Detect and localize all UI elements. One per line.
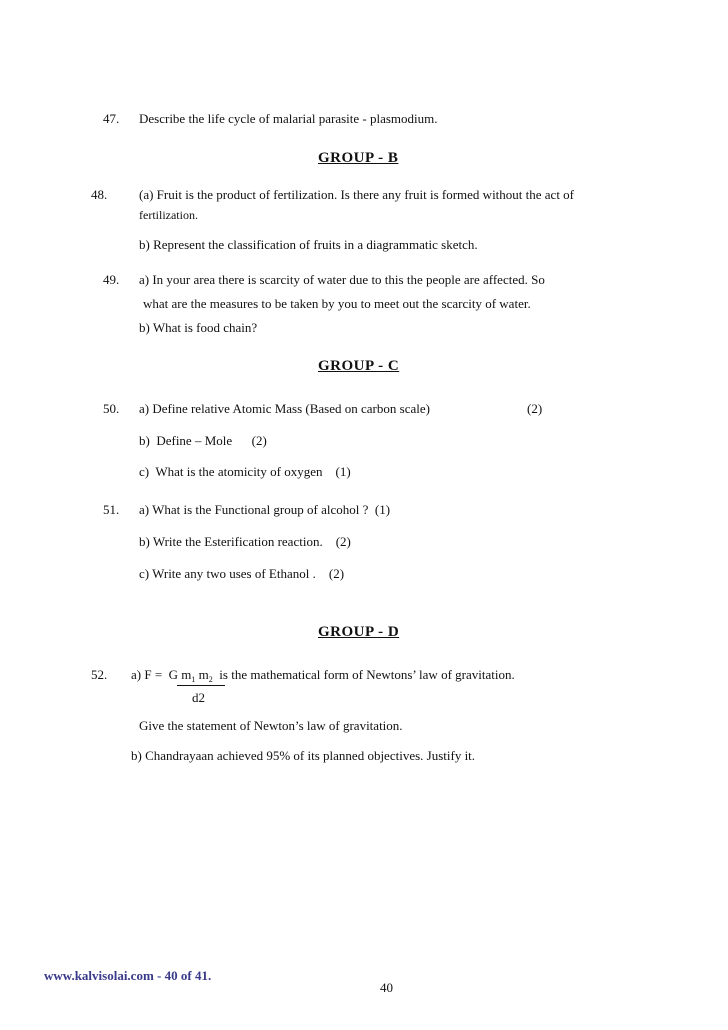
question-47-text: Describe the life cycle of malarial parasite - plasmodium. (139, 111, 438, 126)
group-d-heading: GROUP - D (318, 624, 400, 640)
formula-prefix: a) F = G m (131, 667, 192, 682)
question-50a: a) Define relative Atomic Mass (Based on carbon scale) (139, 401, 430, 416)
question-48a-line1: (a) Fruit is the product of fertilization. Is there any fruit is formed without the act of (139, 187, 575, 202)
question-50a-marks: (2) (527, 401, 543, 416)
page-number: 40 (380, 980, 393, 995)
formula-denominator: d2 (192, 690, 205, 705)
formula-suffix: is the mathematical form of Newtons’ law of gravitation. (212, 667, 515, 682)
question-49a-line2: what are the measures to be taken by you to meet out the scarcity of water. (143, 296, 531, 311)
formula-mid: m (195, 667, 209, 682)
formula-subscript-1: 1 (191, 675, 196, 684)
question-number-48: 48. (91, 187, 108, 202)
question-49b: b) What is food chain? (139, 320, 258, 335)
question-number-50: 50. (103, 401, 120, 416)
question-48b: b) Represent the classification of fruits in a diagrammatic sketch. (139, 237, 478, 252)
footer-site-link[interactable]: www.kalvisolai.com - 40 of 41. (44, 968, 212, 983)
question-50c: c) What is the atomicity of oxygen (1) (139, 464, 351, 479)
fraction-bar (177, 685, 225, 686)
question-48a-line2: fertilization. (139, 208, 198, 222)
group-c-heading: GROUP - C (318, 358, 400, 374)
question-51c: c) Write any two uses of Ethanol . (2) (139, 566, 345, 581)
question-51b: b) Write the Esterification reaction. (2) (139, 534, 351, 549)
question-49a-line1: a) In your area there is scarcity of water due to this the people are affected. So (139, 272, 545, 287)
question-number-52: 52. (91, 667, 108, 682)
question-number-47: 47. (103, 111, 120, 126)
group-b-heading: GROUP - B (318, 150, 399, 166)
question-52a-formula (131, 667, 515, 683)
question-number-51: 51. (103, 502, 120, 517)
question-52-give: Give the statement of Newton’s law of gravitation. (139, 718, 403, 733)
question-50b: b) Define – Mole (2) (139, 433, 267, 448)
formula-subscript-2: 2 (208, 675, 213, 684)
question-52b: b) Chandrayaan achieved 95% of its planned objectives. Justify it. (131, 748, 476, 763)
question-51a: a) What is the Functional group of alcohol ? (1) (139, 502, 391, 517)
question-number-49: 49. (103, 272, 120, 287)
